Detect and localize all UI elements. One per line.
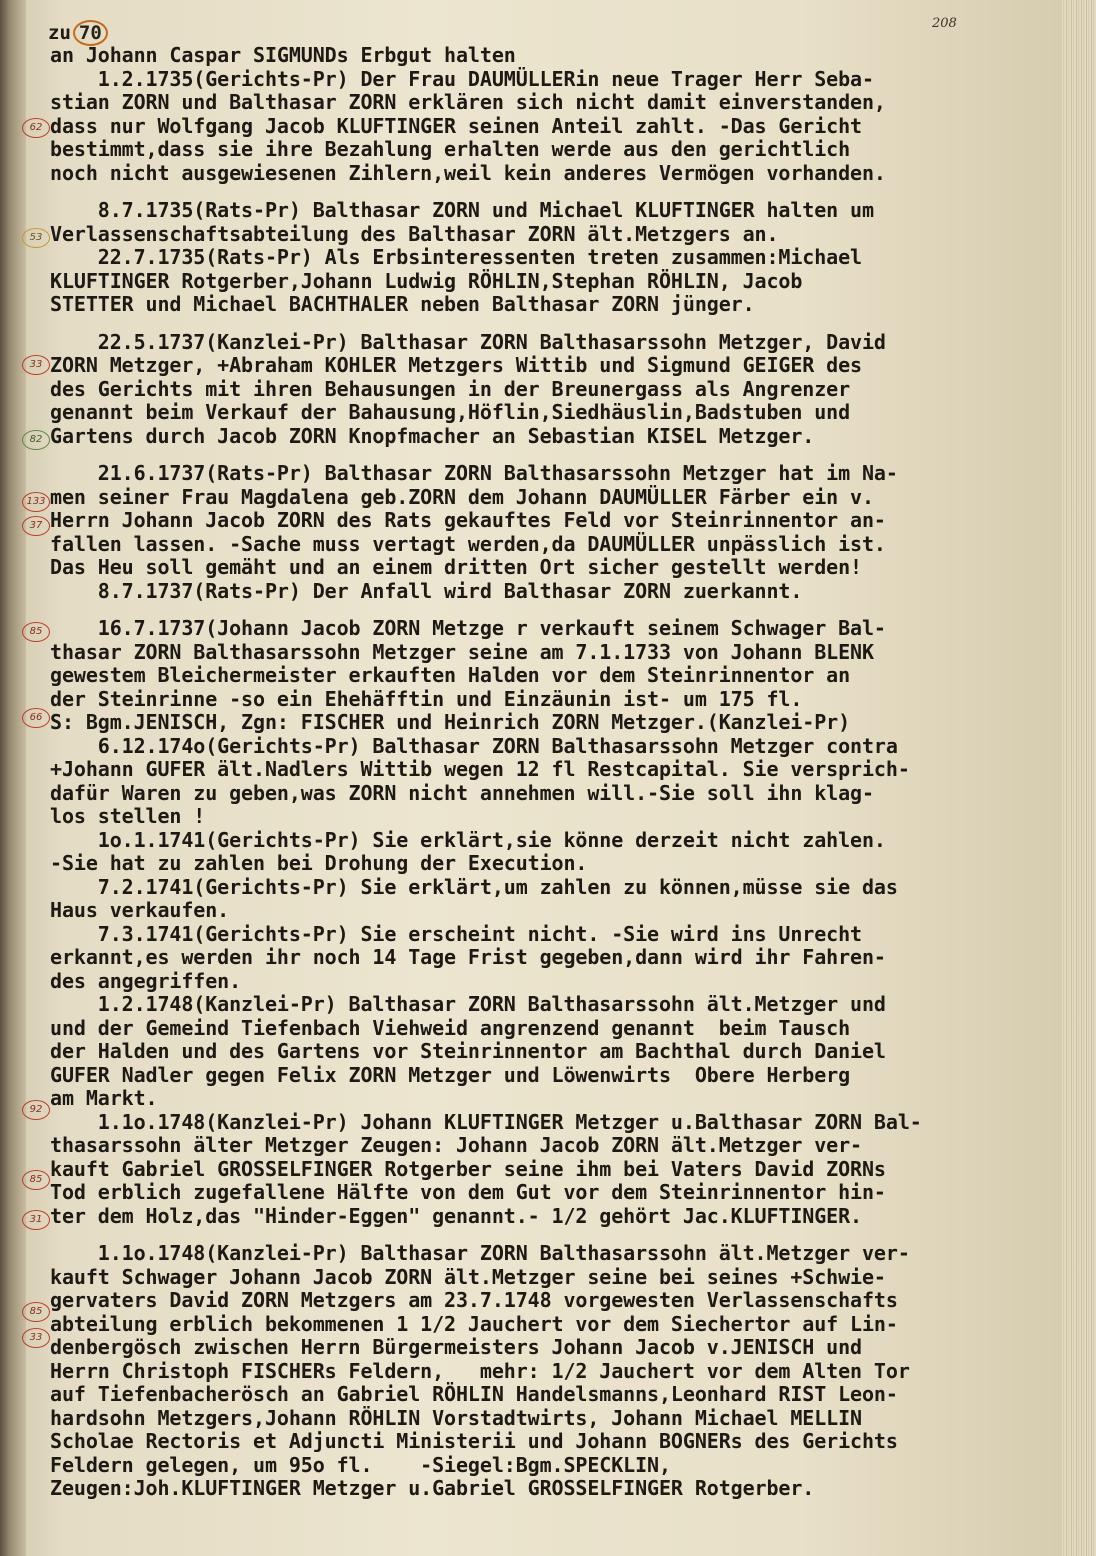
text-line: 6.12.174o(Gerichts-Pr) Balthasar ZORN Balthasarssohn Metzger contra xyxy=(50,733,898,758)
text-line xyxy=(50,317,1060,331)
text-line: 1.2.1748(Kanzlei-Pr) Balthasar ZORN Balthasarssohn ält.Metzger und xyxy=(50,992,886,1016)
margin-mark: 53 xyxy=(22,228,50,248)
text-line: 8.7.1737(Rats-Pr) Der Anfall wird Balthasar ZORN zuerkannt. xyxy=(50,578,803,603)
text-line: des Gerichts mit ihren Behausungen in der Breunergass als Angrenzer xyxy=(50,376,851,401)
text-line: thasar ZORN Balthasarssohn Metzger seine am 7.1.1733 von Johann BLENK xyxy=(50,639,874,664)
text-line: noch nicht ausgewiesenen Zihlern,weil kein anderes Vermögen vorhanden. xyxy=(50,160,886,185)
text-line: STETTER und Michael BACHTHALER neben Balthasar ZORN jünger. xyxy=(50,292,755,316)
margin-mark: 92 xyxy=(22,1100,50,1120)
text-line: S: Bgm.JENISCH, Zgn: FISCHER und Heinrich ZORN Metzger.(Kanzlei-Pr) xyxy=(50,710,851,734)
text-line: an Johann Caspar SIGMUNDs Erbgut halten xyxy=(50,43,516,67)
text-line: 1.2.1735(Gerichts-Pr) Der Frau DAUMÜLLERin neue Trager Herr Seba- xyxy=(50,66,874,91)
text-line: +Johann GUFER ält.Nadlers Wittib wegen 12 fl Restcapital. Sie versprich- xyxy=(50,757,910,781)
text-line: kauft Gabriel GROSSELFINGER Rotgerber seine ihm bei Vaters David ZORNs xyxy=(50,1156,886,1181)
text-line: 7.3.1741(Gerichts-Pr) Sie erscheint nicht. -Sie wird ins Unrecht xyxy=(50,921,862,946)
text-line: des angegriffen. xyxy=(50,968,242,993)
book-page-edges xyxy=(1062,0,1096,1556)
text-line: KLUFTINGER Rotgerber,Johann Ludwig RÖHLIN,Stephan RÖHLIN, Jacob xyxy=(50,268,803,293)
text-line: GUFER Nadler gegen Felix ZORN Metzger und Löwenwirts Obere Herberg xyxy=(50,1062,851,1087)
reference-number: 70 xyxy=(73,20,108,46)
page-number: 208 xyxy=(932,16,957,31)
text-line: dafür Waren zu geben,was ZORN nicht annehmen will.-Sie soll ihn klag- xyxy=(50,780,874,805)
margin-mark: 66 xyxy=(22,708,50,728)
text-line xyxy=(50,1228,1060,1242)
text-line: der Steinrinne -so ein Ehehäfftin und Einzäunin ist- um 175 fl. xyxy=(50,686,803,711)
text-line: 1.1o.1748(Kanzlei-Pr) Balthasar ZORN Balthasarssohn ält.Metzger ver- xyxy=(50,1241,910,1265)
margin-mark: 85 xyxy=(22,622,50,642)
margin-mark: 33 xyxy=(22,1328,50,1348)
text-line: 1o.1.1741(Gerichts-Pr) Sie erklärt,sie könne derzeit nicht zahlen. xyxy=(50,827,886,852)
text-line: ter dem Holz,das "Hinder-Eggen" genannt.- 1/2 gehört Jac.KLUFTINGER. xyxy=(50,1203,862,1228)
text-line: 7.2.1741(Gerichts-Pr) Sie erklärt,um zahlen zu können,müsse sie das xyxy=(50,874,898,899)
margin-mark: 133 xyxy=(22,492,50,512)
text-line: erkannt,es werden ihr noch 14 Tage Frist gegeben,dann wird ihr Fahren- xyxy=(50,945,886,969)
text-line: am Markt. xyxy=(50,1086,158,1110)
text-line: Herrn Christoph FISCHERs Feldern, mehr: 1/2 Jauchert vor dem Alten Tor xyxy=(50,1358,910,1383)
margin-mark: 85 xyxy=(22,1170,50,1190)
text-line xyxy=(50,603,1060,617)
text-line: Verlassenschaftsabteilung des Balthasar ZORN ält.Metzgers an. xyxy=(50,221,779,246)
text-line xyxy=(50,185,1060,199)
margin-mark: 33 xyxy=(22,355,50,375)
margin-mark: 37 xyxy=(22,516,50,536)
text-line: 21.6.1737(Rats-Pr) Balthasar ZORN Balthasarssohn Metzger hat im Na- xyxy=(50,461,898,485)
margin-mark: 31 xyxy=(22,1210,50,1230)
text-line: men seiner Frau Magdalena geb.ZORN dem Johann DAUMÜLLER Färber ein v. xyxy=(50,484,874,509)
margin-mark: 82 xyxy=(22,430,50,450)
text-line: 22.5.1737(Kanzlei-Pr) Balthasar ZORN Balthasarssohn Metzger, David xyxy=(50,329,886,354)
text-line: bestimmt,dass sie ihre Bezahlung erhalten werde aus den gerichtlich xyxy=(50,137,851,161)
margin-mark: 62 xyxy=(22,118,50,138)
text-line: auf Tiefenbacherösch an Gabriel RÖHLIN Handelsmanns,Leonhard RIST Leon- xyxy=(50,1382,898,1406)
text-line: hardsohn Metzgers,Johann RÖHLIN Vorstadtwirts, Johann Michael MELLIN xyxy=(50,1405,862,1430)
text-line: ZORN Metzger, +Abraham KOHLER Metzgers Wittib und Sigmund GEIGER des xyxy=(50,353,862,377)
text-line: Scholae Rectoris et Adjuncti Ministerii und Johann BOGNERs des Gerichts xyxy=(50,1429,898,1453)
text-line: denbergösch zwischen Herrn Bürgermeisters Johann Jacob v.JENISCH und xyxy=(50,1335,862,1359)
text-line: thasarssohn älter Metzger Zeugen: Johann Jacob ZORN ält.Metzger ver- xyxy=(50,1133,862,1157)
text-line: fallen lassen. -Sache muss vertagt werden,da DAUMÜLLER unpässlich ist. xyxy=(50,531,886,556)
text-line: Das Heu soll gemäht und an einem dritten Ort sicher gestellt werden! xyxy=(50,555,862,579)
typed-text-body xyxy=(50,44,1060,1501)
text-line: 8.7.1735(Rats-Pr) Balthasar ZORN und Michael KLUFTINGER halten um xyxy=(50,198,874,222)
margin-mark: 85 xyxy=(22,1302,50,1322)
reference-prefix: zu xyxy=(48,22,71,44)
text-line: 22.7.1735(Rats-Pr) Als Erbsinteressenten treten zusammen:Michael xyxy=(50,245,862,269)
text-line: -Sie hat zu zahlen bei Drohung der Execution. xyxy=(50,851,588,875)
text-line: dass nur Wolfgang Jacob KLUFTINGER seinen Anteil zahlt. -Das Gericht xyxy=(50,113,862,138)
text-line: Haus verkaufen. xyxy=(50,898,230,922)
text-line: Feldern gelegen, um 95o fl. -Siegel:Bgm.SPECKLIN, xyxy=(50,1452,671,1477)
text-line: 16.7.1737(Johann Jacob ZORN Metzge r verkauft seinem Schwager Bal- xyxy=(50,616,886,640)
text-line: Zeugen:Joh.KLUFTINGER Metzger u.Gabriel GROSSELFINGER Rotgerber. xyxy=(50,1476,815,1500)
text-line: kauft Schwager Johann Jacob ZORN ält.Metzger seine bei seines +Schwie- xyxy=(50,1264,886,1289)
text-line: Gartens durch Jacob ZORN Knopfmacher an Sebastian KISEL Metzger. xyxy=(50,423,815,448)
text-line: 1.1o.1748(Kanzlei-Pr) Johann KLUFTINGER Metzger u.Balthasar ZORN Bal- xyxy=(50,1109,922,1134)
text-line: los stellen ! xyxy=(50,804,206,828)
text-line: genannt beim Verkauf der Bahausung,Höflin,Siedhäuslin,Badstuben und xyxy=(50,400,851,424)
text-line: abteilung erblich bekommenen 1 1/2 Jauchert vor dem Siechertor auf Lin- xyxy=(50,1311,898,1336)
text-line: der Halden und des Gartens vor Steinrinnentor am Bachthal durch Daniel xyxy=(50,1039,886,1063)
text-line xyxy=(50,448,1060,462)
text-line: und der Gemeind Tiefenbach Viehweid angrenzend genannt beim Tausch xyxy=(50,1015,851,1040)
text-line: Tod erblich zugefallene Hälfte von dem Gut vor dem Steinrinnentor hin- xyxy=(50,1180,886,1204)
text-line: stian ZORN und Balthasar ZORN erklären sich nicht damit einverstanden, xyxy=(50,90,886,114)
text-line: Herrn Johann Jacob ZORN des Rats gekauftes Feld vor Steinrinnentor an- xyxy=(50,508,886,532)
text-line: gervaters David ZORN Metzgers am 23.7.1748 vorgewesten Verlassenschafts xyxy=(50,1288,898,1312)
text-line: gewestem Bleichermeister erkauften Halden vor dem Steinrinnentor an xyxy=(50,663,851,687)
